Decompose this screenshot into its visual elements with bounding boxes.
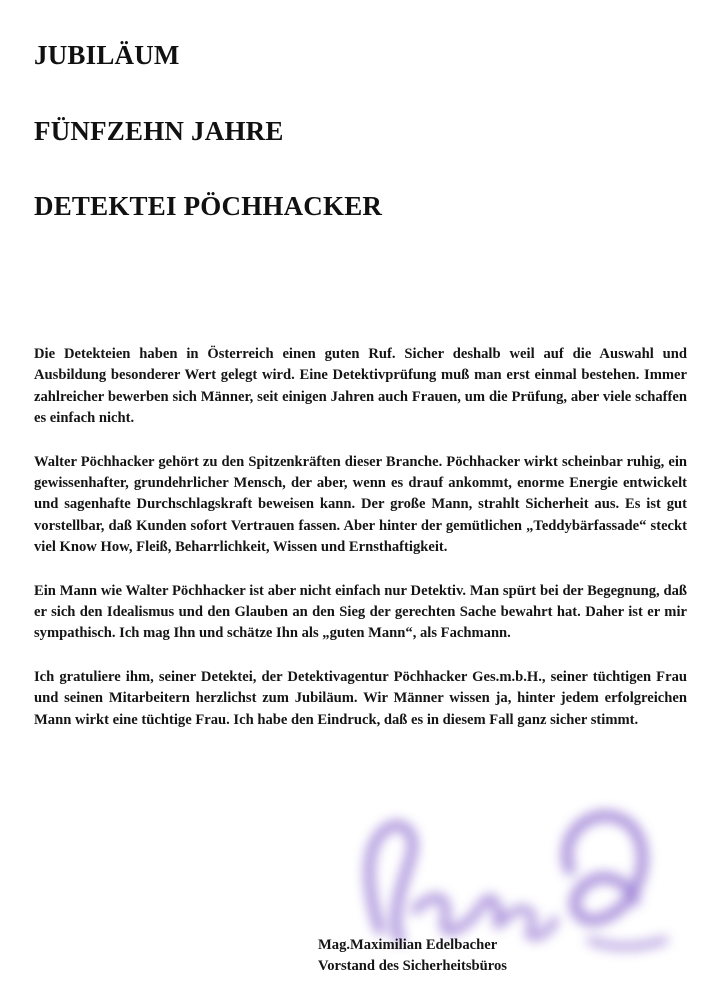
signatory-title: Vorstand des Sicherheitsbüros <box>318 958 507 974</box>
signature-stroke-e <box>505 909 555 936</box>
signatory-name: Mag.Maximilian Edelbacher <box>318 937 498 953</box>
paragraph-congratulations: Ich gratuliere ihm, seiner Detektei, der Detektivagentur Pöchhacker Ges.m.b.H., seiner tüchtigen Frau und seinen Mitarbeitern herzlichst zum Jubiläum. Wir Männer wissen ja, hinter jedem erfolgreichen Mann wirkt eine tüchtige Frau. Ich habe den Eindruck, daß es in diesem Fall ganz sicher stimmt. <box>34 668 687 728</box>
paragraph-character: Walter Pöchhacker gehört zu den Spitzenkräften dieser Branche. Pöchhacker wirkt scheinbar ruhig, ein gewissenhafter, grundehrlicher Mensch, der aber, wenn es drauf ankommt, enorme Energie entwickelt und sagenhafte Durchschlagskraft beweisen kann. Der große Mann, strahlt Sicherheit aus. Es ist gut vorstellbar, daß Kunden sofort Vertrauen fassen. Aber hinter der gemütlichen „Teddybärfassade“ steckt viel Know How, Fleiß, Beharrlichkeit, Wissen und Ernsthaftigkeit. <box>34 453 687 556</box>
signature-stroke-big-loop <box>567 816 643 920</box>
paragraph-reputation: Die Detekteien haben in Österreich einen guten Ruf. Sicher deshalb weil auf die Auswahl und Ausbildung besonderer Wert gelegt wird. Eine Detektivprüfung muß man erst einmal bestehen. Immer zahlreicher bewerben sich Männer, seit einigen Jahren auch Frauen, um die Prüfung, aber viele schaffen es einfach nicht. <box>34 346 687 427</box>
heading-detektei-name: DETEKTEI PÖCHHACKER <box>34 191 383 221</box>
signature-strokes <box>369 816 665 947</box>
paragraph-idealism: Ein Mann wie Walter Pöchhacker ist aber nicht einfach nur Detektiv. Man spürt bei der Begegnung, daß er sich den Idealismus und den Glauben an den Sieg der gerechten Sache bewahrt hat. Daher ist er mir sympathisch. Ich mag Ihn und schätze Ihn als „guten Mann“, als Fachmann. <box>34 582 687 642</box>
signature-stroke-tail <box>590 940 665 947</box>
heading-fifteen-years: FÜNFZEHN JAHRE <box>34 116 284 146</box>
signature-stroke-loop <box>369 825 412 940</box>
heading-jubilaeum: JUBILÄUM <box>34 40 180 70</box>
letter-body <box>34 344 687 753</box>
signature-image <box>340 790 670 960</box>
signature-stroke-middle <box>415 898 498 931</box>
